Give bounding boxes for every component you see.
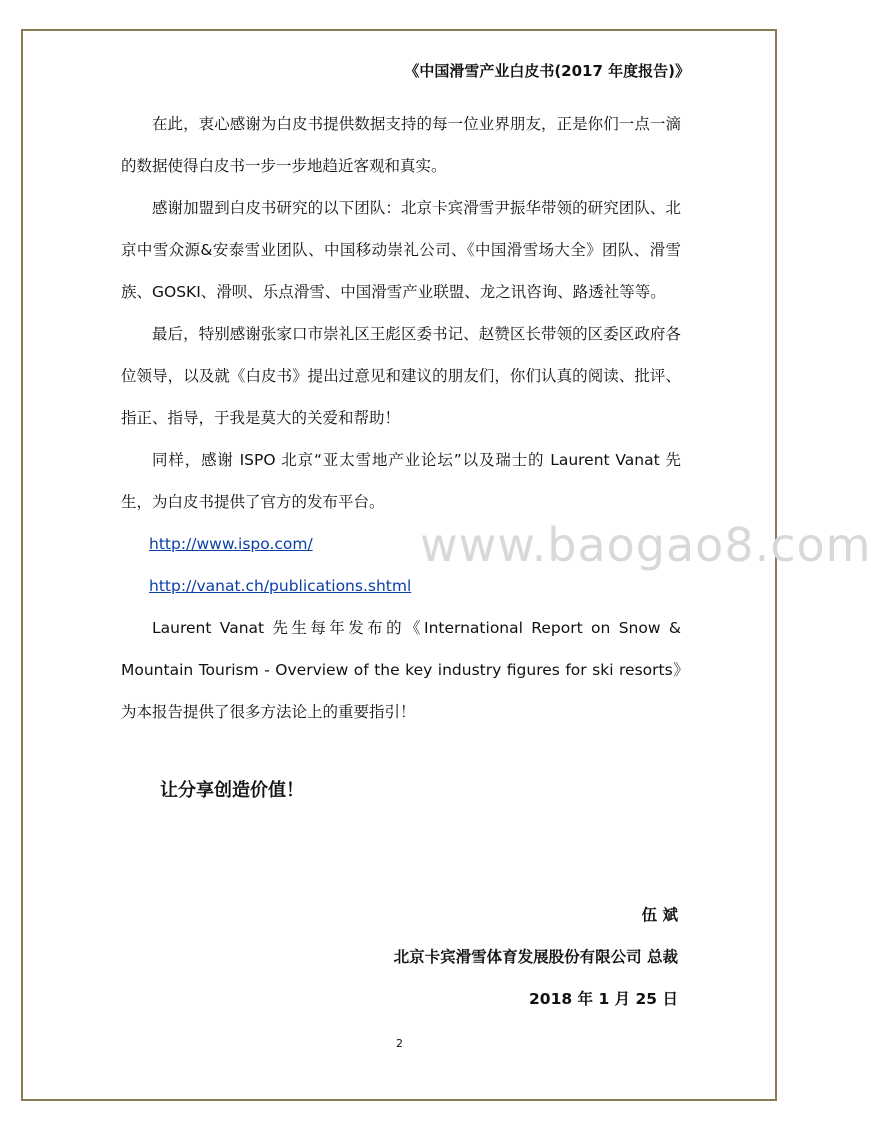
link-ispo[interactable]: http://www.ispo.com/: [149, 535, 313, 553]
document-header-title: 《中国滑雪产业白皮书(2017 年度报告)》: [404, 62, 690, 80]
document-body: [121, 103, 681, 733]
paragraph-thanks-leaders: 最后，特别感谢张家口市崇礼区王彪区委书记、赵赞区长带领的区委区政府各位领导，以及就《白皮书》提出过意见和建议的朋友们，你们认真的阅读、批评、指正、指导，于我是莫大的关爱和帮助！: [121, 325, 681, 427]
paragraph-thanks-teams: 感谢加盟到白皮书研究的以下团队：北京卡宾滑雪尹振华带领的研究团队、北京中雪众源&安泰雪业团队、中国移动崇礼公司、《中国滑雪场大全》团队、滑雪族、GOSKI、滑呗、乐点滑雪、中国滑雪产业联盟、龙之讯咨询、路透社等等。: [121, 199, 681, 301]
paragraph-thanks-data: 在此，衷心感谢为白皮书提供数据支持的每一位业界朋友，正是你们一点一滴的数据使得白皮书一步一步地趋近客观和真实。: [121, 115, 681, 175]
slogan: 让分享创造价值！: [160, 780, 304, 801]
signature-name: 伍 斌: [641, 906, 678, 924]
page-number: 2: [396, 1037, 403, 1050]
watermark: www.baogao8.com: [420, 518, 871, 572]
paragraph-vanat-report: Laurent Vanat 先生每年发布的《International Report on Snow & Mountain Tourism - Overview of the key industry figures for ski resorts》为本报告提供了很多方法论上的重要指引！: [121, 619, 681, 721]
signature-date: 2018 年 1 月 25 日: [529, 990, 678, 1008]
link-vanat[interactable]: http://vanat.ch/publications.shtml: [149, 577, 412, 595]
paragraph-thanks-ispo: 同样，感谢 ISPO 北京“亚太雪地产业论坛”以及瑞士的 Laurent Vanat 先生，为白皮书提供了官方的发布平台。: [121, 451, 681, 511]
signature-title: 北京卡宾滑雪体育发展股份有限公司 总裁: [393, 948, 678, 966]
